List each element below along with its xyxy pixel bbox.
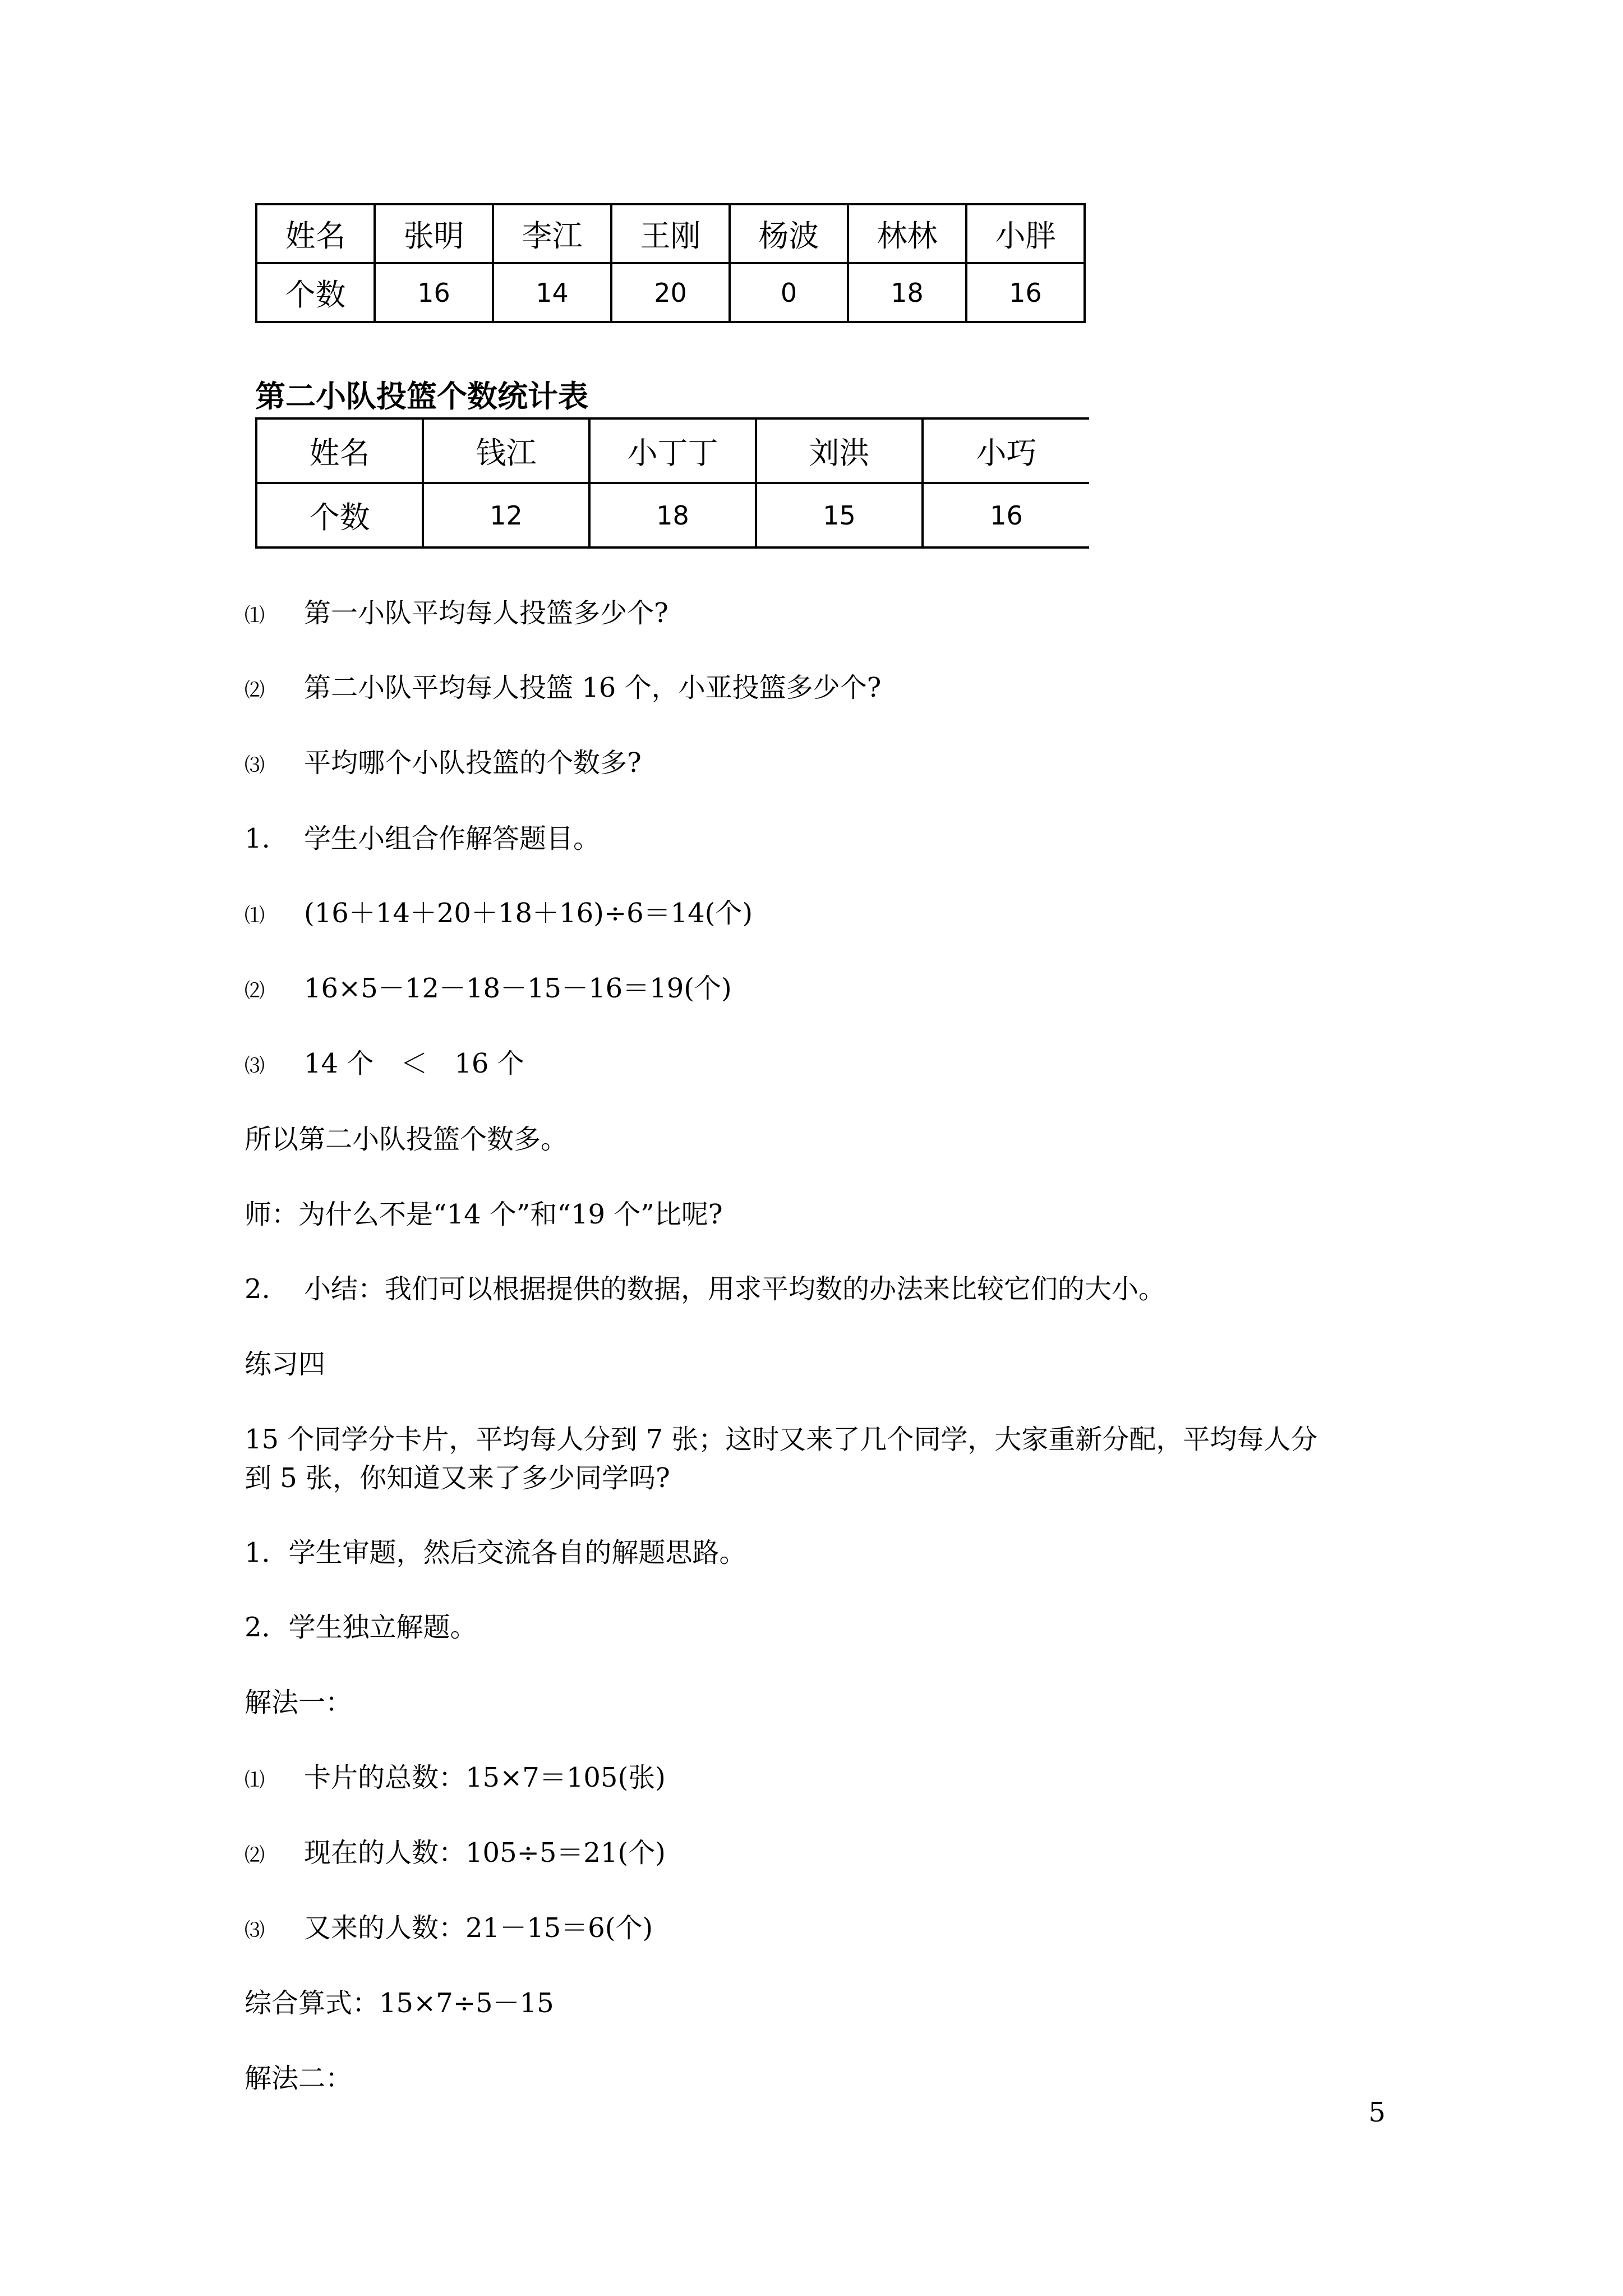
table-cell: 16 [375, 263, 493, 322]
method-1-step-2 [245, 1836, 666, 1872]
item-number: ⑴ [245, 904, 265, 927]
step-1 [245, 822, 600, 855]
table-row [256, 483, 1089, 547]
item-text: 又来的人数：21－15＝6(个) [304, 1912, 653, 1944]
item-text: (16＋14＋20＋18＋16)÷6＝14(个) [304, 898, 753, 929]
item-text: 平均哪个小队投篮的个数多? [304, 747, 642, 779]
table-cell: 张明 [375, 204, 493, 263]
team1-score-table [255, 203, 1086, 323]
conclusion: 所以第二小队投篮个数多。 [245, 1124, 568, 1155]
item-number: 2. [245, 1273, 270, 1305]
item-number: ⑶ [245, 1919, 265, 1942]
table-cell: 15 [756, 483, 923, 547]
method-1-step-3 [245, 1911, 653, 1948]
table-cell: 钱江 [423, 418, 589, 483]
table-cell: 杨波 [730, 204, 848, 263]
table-cell: 小巧 [923, 418, 1089, 483]
table-cell: 李江 [493, 204, 611, 263]
item-text: 16×5－12－18－15－16＝19(个) [304, 973, 732, 1004]
item-number: 1. [245, 823, 270, 854]
step-solve: 2．学生独立解题。 [245, 1612, 477, 1643]
item-text: 现在的人数：105÷5＝21(个) [304, 1837, 666, 1869]
table-cell: 个数 [256, 483, 423, 547]
table-cell: 12 [423, 483, 589, 547]
exercise-title: 练习四 [245, 1349, 326, 1380]
method-1-title: 解法一： [245, 1687, 353, 1718]
table-cell: 18 [589, 483, 756, 547]
question-2 [245, 671, 881, 707]
table-cell: 个数 [256, 263, 375, 322]
step-2 [245, 1272, 1165, 1306]
page-number: 5 [1368, 2097, 1386, 2128]
team2-score-table [255, 417, 1089, 549]
table-header-row [256, 418, 1089, 483]
table-cell: 0 [730, 263, 848, 322]
item-text: 第一小队平均每人投篮多少个? [304, 597, 668, 629]
item-number: ⑴ [245, 1769, 265, 1792]
table2-caption: 第二小队投篮个数统计表 [255, 379, 588, 414]
problem-line-2: 到 5 张，你知道又来了多少同学吗? [245, 1462, 670, 1494]
table-cell: 姓名 [256, 204, 375, 263]
item-number: ⑵ [245, 1844, 265, 1867]
table-cell: 20 [611, 263, 730, 322]
answer-1 [245, 896, 753, 933]
table-cell: 林林 [848, 204, 966, 263]
table-cell: 姓名 [256, 418, 423, 483]
combined-formula: 综合算式：15×7÷5－15 [245, 1987, 554, 2019]
item-number: ⑵ [245, 979, 265, 1002]
item-number: ⑶ [245, 754, 265, 777]
table-cell: 小丁丁 [589, 418, 756, 483]
item-text: 学生小组合作解答题目。 [304, 823, 601, 854]
item-text: 小结：我们可以根据提供的数据，用求平均数的办法来比较它们的大小。 [304, 1273, 1166, 1305]
table-header-row [256, 204, 1085, 263]
teacher-question: 师：为什么不是“14 个”和“19 个”比呢? [245, 1199, 723, 1230]
item-number: ⑵ [245, 679, 265, 702]
step-review: 1．学生审题，然后交流各自的解题思路。 [245, 1537, 746, 1568]
item-text: 卡片的总数：15×7＝105(张) [304, 1762, 666, 1793]
table-cell: 16 [923, 483, 1089, 547]
method-2-title: 解法二： [245, 2063, 353, 2094]
item-number: ⑶ [245, 1055, 265, 1078]
item-text: 14 个 ＜ 16 个 [304, 1048, 524, 1079]
table-cell: 18 [848, 263, 966, 322]
answer-2 [245, 972, 732, 1008]
item-number: ⑴ [245, 604, 265, 627]
answer-3 [245, 1047, 524, 1083]
table-cell: 16 [966, 263, 1085, 322]
problem-line-1: 15 个同学分卡片，平均每人分到 7 张；这时又来了几个同学，大家重新分配，平均每人分 [245, 1424, 1318, 1455]
method-1-step-1 [245, 1761, 666, 1797]
table-cell: 刘洪 [756, 418, 923, 483]
question-3 [245, 746, 642, 783]
table-cell: 王刚 [611, 204, 730, 263]
question-1 [245, 596, 668, 633]
table-cell: 14 [493, 263, 611, 322]
table-cell: 小胖 [966, 204, 1085, 263]
item-text: 第二小队平均每人投篮 16 个，小亚投篮多少个? [304, 672, 882, 703]
table-row [256, 263, 1085, 322]
